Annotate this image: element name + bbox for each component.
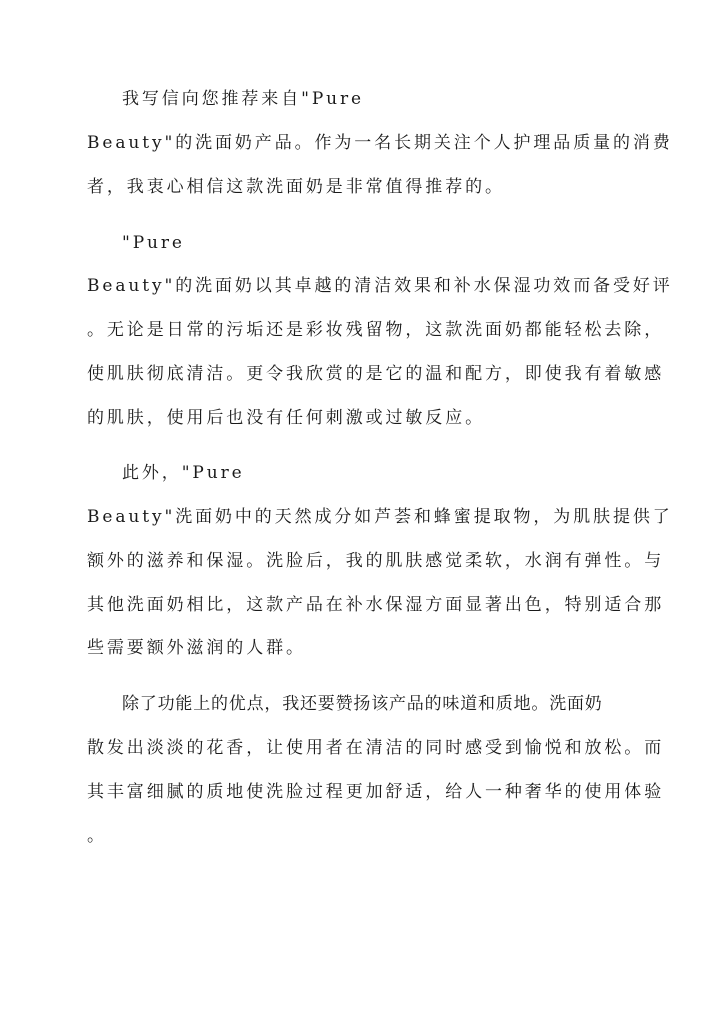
paragraph-4-line-1: 除了功能上的优点，我还要赞扬该产品的味道和质地。洗面奶 [122, 694, 603, 714]
paragraph-2-line-4: 使肌肤彻底清洁。更令我欣赏的是它的温和配方，即使我有着敏感 [87, 364, 665, 384]
paragraph-4-line-4: 。 [87, 826, 107, 846]
paragraph-1-line-3: 者，我衷心相信这款洗面奶是非常值得推荐的。 [87, 177, 505, 197]
paragraph-2-line-3: 。无论是日常的污垢还是彩妆残留物，这款洗面奶都能轻松去除， [87, 320, 665, 340]
paragraph-3-line-5: 些需要额外滋润的人群。 [87, 638, 306, 658]
paragraph-4-line-2: 散发出淡淡的花香，让使用者在清洁的同时感受到愉悦和放松。而 [87, 738, 665, 758]
paragraph-3-line-3: 额外的滋养和保湿。洗脸后，我的肌肤感觉柔软，水润有弹性。与 [87, 551, 665, 571]
paragraph-2-line-2: Beauty"的洗面奶以其卓越的清洁效果和补水保湿功效而备受好评 [87, 276, 673, 296]
paragraph-1-line-2: Beauty"的洗面奶产品。作为一名长期关注个人护理品质量的消费 [87, 133, 673, 153]
paragraph-3-line-1: 此外，"Pure [122, 463, 245, 483]
paragraph-2-line-1: "Pure [122, 233, 185, 253]
paragraph-3-line-2: Beauty"洗面奶中的天然成分如芦荟和蜂蜜提取物，为肌肤提供了 [87, 507, 673, 527]
paragraph-1-line-1: 我写信向您推荐来自"Pure [122, 89, 364, 109]
paragraph-3-line-4: 其他洗面奶相比，这款产品在补水保湿方面显著出色，特别适合那 [87, 595, 665, 615]
paragraph-4-line-3: 其丰富细腻的质地使洗脸过程更加舒适，给人一种奢华的使用体验 [87, 782, 665, 802]
paragraph-2-line-5: 的肌肤，使用后也没有任何刺激或过敏反应。 [87, 408, 485, 428]
